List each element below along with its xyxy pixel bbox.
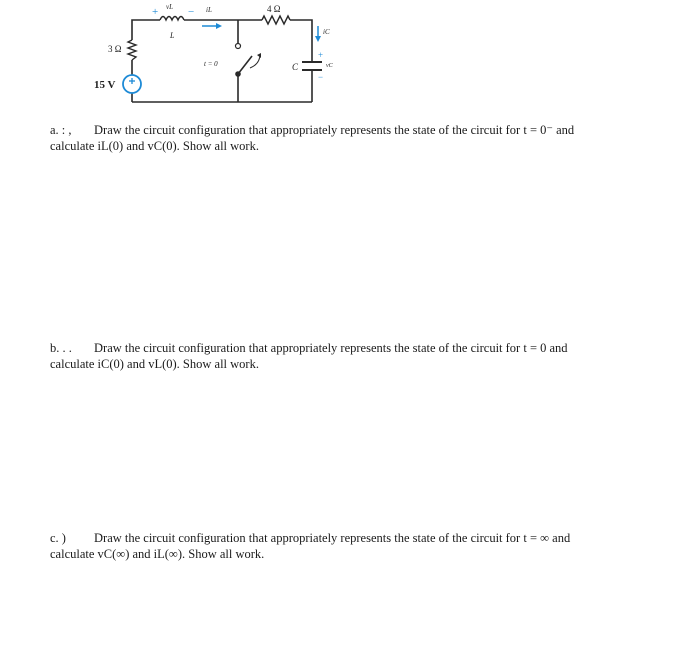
il-label: iL <box>206 6 212 14</box>
circuit-wires <box>132 20 312 102</box>
question-c-label: c. ) <box>50 531 66 545</box>
ic-arrow-icon <box>315 26 321 42</box>
question-a <box>50 122 650 154</box>
vc-plus-sign: + <box>318 50 324 60</box>
capacitor-symbol <box>302 62 322 70</box>
question-a-text-1: Draw the circuit configuration that appropriately represents the state of the circuit for t = 0⁻ and <box>94 123 575 137</box>
il-arrow-icon <box>202 23 222 29</box>
question-b <box>50 340 650 372</box>
question-a-line1 <box>50 122 650 138</box>
source-label: 15 V <box>94 79 116 91</box>
ic-label: iC <box>323 28 330 36</box>
question-c <box>50 530 650 562</box>
question-a-label: a. : , <box>50 123 72 137</box>
inductor-coil <box>160 17 184 21</box>
inductor-label: L <box>170 31 175 40</box>
voltage-source <box>123 75 141 93</box>
question-a-line2: calculate iL(0) and vC(0). Show all work. <box>50 139 259 153</box>
resistor-3-label: 3 Ω <box>108 44 122 54</box>
question-b-line2: calculate iC(0) and vL(0). Show all work. <box>50 357 259 371</box>
resistor-3-ohm <box>128 40 136 60</box>
circuit-diagram <box>0 0 700 130</box>
question-c-line2: calculate vC(∞) and iL(∞). Show all work. <box>50 547 265 561</box>
resistor-4-ohm <box>262 16 290 24</box>
vc-label: vC <box>326 63 333 69</box>
switch-label: t = 0 <box>204 60 218 68</box>
question-b-text-1: Draw the circuit configuration that appropriately represents the state of the circuit for t = 0 and <box>94 341 568 355</box>
vl-plus-sign: + <box>152 6 159 18</box>
vl-minus-sign: − <box>188 6 195 18</box>
switch-symbol <box>235 44 261 77</box>
resistor-4-label: 4 Ω <box>267 4 281 14</box>
question-c-text-1: Draw the circuit configuration that appropriately represents the state of the circuit for t = ∞ and <box>94 531 571 545</box>
question-b-line1 <box>50 340 650 356</box>
vl-label: vL <box>166 3 173 11</box>
vc-minus-sign: − <box>318 72 324 82</box>
question-b-label: b. . . <box>50 341 72 355</box>
question-c-line1 <box>50 530 650 546</box>
capacitor-label: C <box>292 62 299 72</box>
